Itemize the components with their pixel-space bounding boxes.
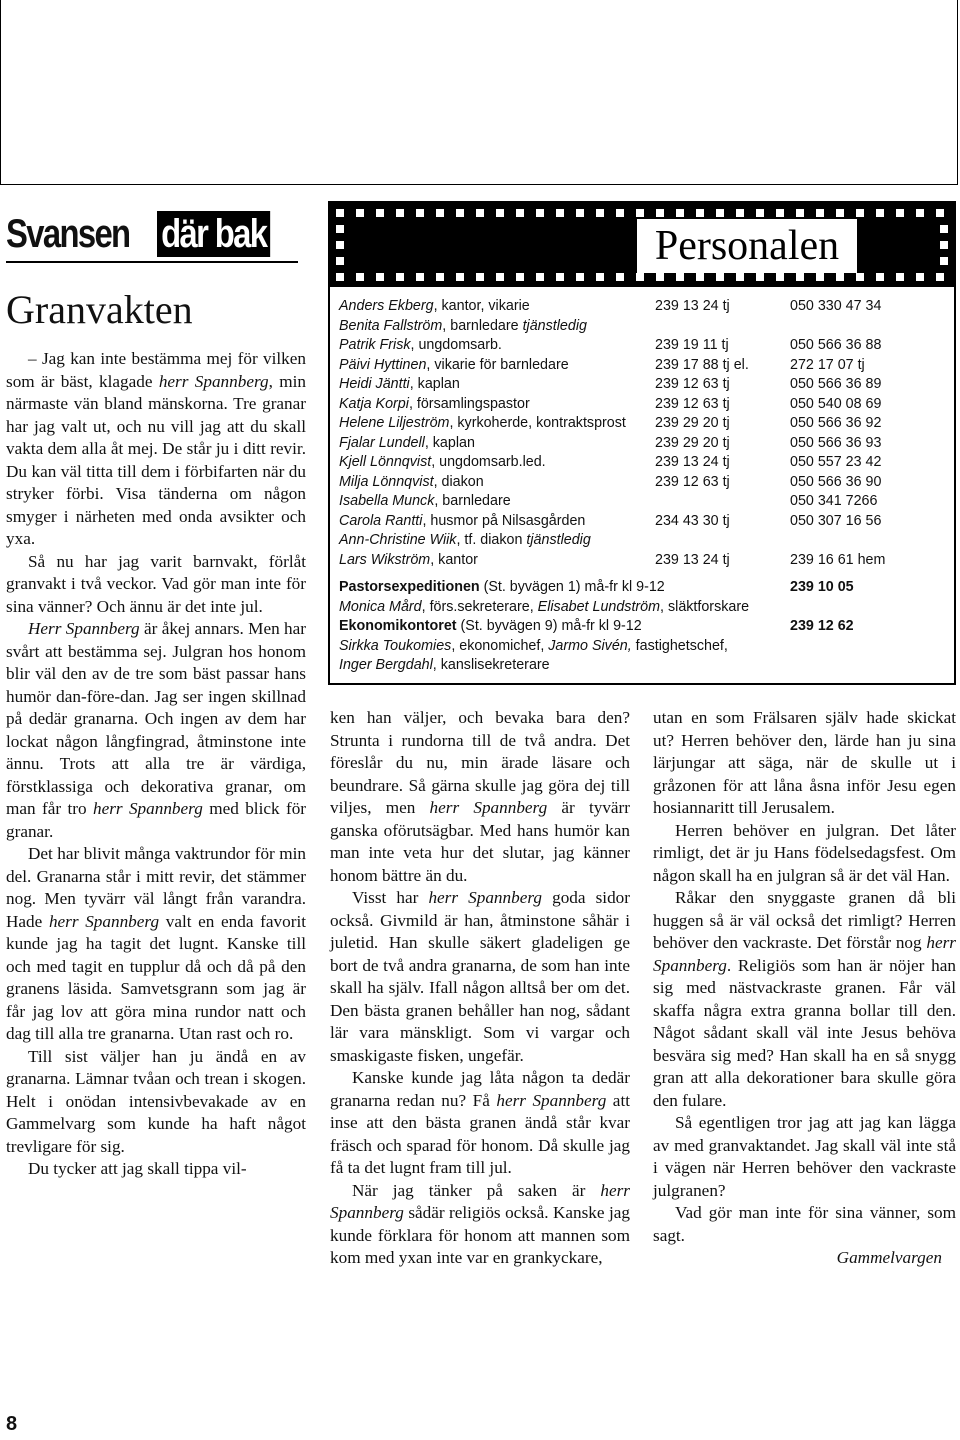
staff-role: , kantor, vikarie xyxy=(433,298,530,314)
perforation-hole xyxy=(416,209,424,217)
staff-name: Sirkka Toukomies xyxy=(339,637,452,654)
staff-phone: 239 12 63 tj xyxy=(655,395,730,412)
staff-phone: 239 12 63 tj xyxy=(655,376,730,392)
staff-row xyxy=(339,551,949,571)
staff-role: , barnledare xyxy=(442,317,523,334)
staff-mobile: 050 330 47 34 xyxy=(790,298,882,314)
staff-phone: 239 17 88 tj el. xyxy=(655,356,749,373)
pastor-office-phone: 239 10 05 xyxy=(790,579,854,595)
paragraph: Så nu har jag varit barnvakt, förlåt granvakt i två veckor. Vad gör man inte för sina vänner? Och ännu är det inte jul. xyxy=(6,551,306,616)
staff-name: Heidi Jäntti xyxy=(339,376,410,392)
staff-row xyxy=(339,356,949,376)
staff-row xyxy=(339,434,949,454)
top-frame xyxy=(0,0,958,185)
perforation-hole xyxy=(356,209,364,217)
perforation-hole xyxy=(876,209,884,217)
perforation-hole xyxy=(576,209,584,217)
perforation-hole xyxy=(696,209,704,217)
staff-role: , ungdomsarb. xyxy=(410,337,502,353)
staff-phone: 239 13 24 tj xyxy=(655,454,730,470)
perforation-hole xyxy=(816,209,824,217)
perforation-hole xyxy=(776,273,784,281)
article-column-1 xyxy=(6,348,306,1181)
perforation-hole xyxy=(436,209,444,217)
paragraph: – Jag kan inte bestämma mej för vilken som är bäst, klagade herr Spannberg, min närmaste vän bland mänskorna. Tre granar har jag valt ut, och nu vill jag att du skall vakta dem alla åt mej. De står ju i ditt revir. Du kan väl titta till dem i förbifarten när du stryker förbi. Visa tänderna om någon smyger i närheten med onda avsikter och yxa. xyxy=(6,349,307,548)
perforation-hole xyxy=(776,209,784,217)
econ-staff-row xyxy=(339,656,949,676)
staff-mobile: 272 17 07 tj xyxy=(790,356,865,373)
paragraph: Visst har herr Spannberg goda sidor också. Givmild är han, åtminstone såhär i juletid. Han skulle säkert gladeligen ge bort de två andra granarna, de som han inte skall ha själv. Ifall någon alltså ber om det. Den bästa granen behåller han nog, sådant lär vara mänskligt. Som vi vargar och smaskigaste fisken, ungefär. xyxy=(330,888,630,1065)
perforation-hole xyxy=(596,273,604,281)
staff-phone: 234 43 30 tj xyxy=(655,512,730,529)
perforation-hole xyxy=(896,273,904,281)
paragraph: Herr Spannberg är åkej annars. Men har svårt att bestämma sej. Julgran hos honom blir väl den av de tre som bäst passar hans humör dan-före-dan. Jag ser ingen skillnad på dedär granarna. Och ingen av dem har lockat någon långfingrad, åtminstone inte ännu. Trots att alla tre är värdiga, förstklassiga och dekorativa granar, om man får tro herr Spannberg med blick för granar. xyxy=(6,619,307,841)
staff-phone: 239 29 20 tj xyxy=(655,415,730,431)
staff-row xyxy=(339,453,949,473)
perforation-hole xyxy=(916,209,924,217)
article-signature: Gammelvargen xyxy=(836,1248,942,1267)
perforation-hole xyxy=(396,273,404,281)
paragraph: Du tycker att jag skall tippa vil- xyxy=(28,1159,247,1178)
econ-office-info: (St. byvägen 9) må-fr kl 9-12 xyxy=(456,618,642,634)
perforation-hole xyxy=(836,273,844,281)
staff-row xyxy=(339,336,949,356)
staff-role: fastighetschef, xyxy=(631,637,728,654)
pastor-office-info: (St. byvägen 1) må-fr kl 9-12 xyxy=(479,579,665,595)
perforation-hole xyxy=(536,273,544,281)
paragraph: Till sist väljer han ju ändå en av granarna. Lämnar tvåan och trean i skogen. Helt i onödan intensivbevakade av en Gammelvarg som kunde ha haft något trevligare för sig. xyxy=(6,1046,306,1156)
staff-phone: 239 19 11 tj xyxy=(655,337,729,353)
staff-name: Päivi Hyttinen xyxy=(339,356,427,373)
staff-name: Anders Ekberg xyxy=(339,298,434,314)
perforation-hole xyxy=(496,273,504,281)
perforation-hole xyxy=(856,273,864,281)
perforation-hole xyxy=(576,273,584,281)
pastor-staff-row xyxy=(339,598,949,618)
staff-role: , förs.sekreterare, xyxy=(421,598,538,615)
staff-note: tjänstledig xyxy=(526,532,591,548)
paragraph: Herren behöver en julgran. Det låter rimligt, det är ju Hans födelsedagsfest. Om någon skall ha en julgran så är det väl Han. xyxy=(653,820,956,885)
staff-row xyxy=(339,317,949,337)
staff-row xyxy=(339,531,949,551)
perforation-hole xyxy=(596,209,604,217)
perforation-hole xyxy=(796,273,804,281)
staff-phone: 239 29 20 tj xyxy=(655,434,730,451)
perforation-hole xyxy=(896,209,904,217)
staff-role: , kanslisekreterare xyxy=(432,657,550,673)
perforation-hole xyxy=(376,273,384,281)
staff-box xyxy=(328,201,956,685)
paragraph: Det har blivit många vaktrundor för min del. Granarna står i mitt revir, det stämmer nog. Men tyvärr väl långt från varandra. Hade herr Spannberg valt en enda favorit kunde jag ha tagit det lugnt. Kanske till och med tagit en tupplur då och då på den granens läsida. Samvetsgrann som jag är får jag lov att göra mina rundor natt och dag till alla tre granarna. Utan rast och ro. xyxy=(6,844,306,1043)
page-number: 8 xyxy=(6,1413,18,1435)
paragraph: Råkar den snyggaste granen då bli huggen så är väl också det rimligt? Herren behöver den vackraste. Det förstår nog herr Spannberg. Religiös som han är nöjer han sig med nästvackraste granen. Får väl skaffa några extra granna bollar till den. Något sådant skall väl inte Jesus behöva besvära sig med? Han skall ha en så snygg gran att alla dekorationer bara skulle göra den fulare. xyxy=(653,888,956,1110)
perforation-hole xyxy=(736,209,744,217)
staff-row xyxy=(339,414,949,434)
article-column-2 xyxy=(330,707,630,1270)
staff-name: Fjalar Lundell xyxy=(339,434,425,451)
masthead-part1: Svansen xyxy=(6,212,130,256)
staff-mobile: 050 566 36 90 xyxy=(790,473,882,490)
perforation-hole xyxy=(796,209,804,217)
paragraph: Vad gör man inte för sina vänner, som sagt. xyxy=(653,1203,956,1245)
pastor-office-label: Pastorsexpeditionen xyxy=(339,579,480,595)
staff-row xyxy=(339,492,949,512)
perforation-hole xyxy=(676,209,684,217)
staff-role: , kaplan xyxy=(409,376,460,392)
perforation-hole xyxy=(756,209,764,217)
masthead-part2: där bak xyxy=(157,211,270,257)
staff-mobile: 050 540 08 69 xyxy=(790,395,882,412)
staff-mobile: 050 341 7266 xyxy=(790,493,878,509)
perforation-hole xyxy=(836,209,844,217)
perforation-hole xyxy=(856,209,864,217)
perforation-hole xyxy=(496,209,504,217)
staff-title: Personalen xyxy=(637,219,857,273)
staff-phone: 239 13 24 tj xyxy=(655,298,730,314)
staff-members xyxy=(339,297,949,570)
staff-mobile: 050 566 36 89 xyxy=(790,376,882,392)
perforation-hole xyxy=(936,209,944,217)
staff-role: , släktforskare xyxy=(660,598,750,615)
perforation-hole xyxy=(876,273,884,281)
staff-role: , vikarie för barnledare xyxy=(426,356,569,373)
staff-mobile: 050 557 23 42 xyxy=(790,454,882,470)
perforation-hole xyxy=(516,209,524,217)
staff-role: , kyrkoherde, kontraktsprost xyxy=(449,415,626,431)
perforation-hole xyxy=(636,209,644,217)
staff-name: Helene Liljeström xyxy=(339,415,450,431)
staff-role: , tf. diakon xyxy=(456,532,527,548)
perforation-hole xyxy=(616,273,624,281)
perforation-hole xyxy=(736,273,744,281)
perforation-hole xyxy=(536,209,544,217)
paragraph: När jag tänker på saken är herr Spannberg sådär religiös också. Kanske jag kunde förklara för honom att mannen som kom med yxan inte var en grankyckare, xyxy=(330,1180,630,1267)
perforation-hole xyxy=(456,273,464,281)
staff-name: Monica Mård xyxy=(339,598,422,615)
staff-name: Isabella Munck xyxy=(339,493,435,509)
staff-role: , diakon xyxy=(433,473,484,490)
perforation-hole xyxy=(416,273,424,281)
staff-list xyxy=(339,297,949,676)
staff-role: , kantor xyxy=(430,551,478,568)
perforation-hole xyxy=(656,209,664,217)
econ-staff-row xyxy=(339,637,949,657)
perforation-hole xyxy=(356,273,364,281)
perforation-hole xyxy=(396,209,404,217)
staff-mobile: 050 566 36 93 xyxy=(790,434,882,451)
paragraph: utan en som Frälsaren själv hade skickat ut? Herren behöver den, lärde han ju sina lärjungar att säga, när de skulle ut i gråzonen för att låna åsna inför Jesu egen hosiannaritt till Jerusalem. xyxy=(653,708,956,817)
staff-name: Ann-Christine Wiik xyxy=(339,532,457,548)
staff-mobile: 050 307 16 56 xyxy=(790,512,882,529)
perforation-hole xyxy=(476,273,484,281)
staff-row xyxy=(339,297,949,317)
perforation-hole xyxy=(616,209,624,217)
staff-phone: 239 13 24 tj xyxy=(655,551,730,568)
staff-name: Milja Lönnqvist xyxy=(339,473,434,490)
perforation-hole xyxy=(676,273,684,281)
staff-name: Patrik Frisk xyxy=(339,337,411,353)
column-masthead xyxy=(6,211,298,263)
staff-row xyxy=(339,473,949,493)
staff-role: , ekonomichef, xyxy=(451,637,549,654)
perforation-hole xyxy=(696,273,704,281)
paragraph: ken han väljer, och bevaka bara den? Strunta i rundorna till de två andra. Det föreslår du nu, min ärade läsare och beundrare. Så gärna skulle jag göra dej till viljes, men herr Spannberg är tyvärr ganska oförutsägbar. Med hans humör kan man inte veta hur det slutar, jag känner honom bättre än du. xyxy=(330,708,630,885)
perforation-hole xyxy=(936,273,944,281)
staff-name: Katja Korpi xyxy=(339,395,409,412)
staff-name: Inger Bergdahl xyxy=(339,657,433,673)
staff-name: Lars Wikström xyxy=(339,551,431,568)
perforation-hole xyxy=(816,273,824,281)
perforation-hole xyxy=(656,273,664,281)
staff-role: , ungdomsarb.led. xyxy=(431,454,546,470)
staff-name: Carola Rantti xyxy=(339,512,423,529)
perforation-hole xyxy=(636,273,644,281)
perforation-hole xyxy=(716,273,724,281)
staff-name: Jarmo Sivén, xyxy=(548,637,632,654)
staff-mobile: 050 566 36 92 xyxy=(790,415,882,431)
staff-name: Benita Fallström xyxy=(339,317,443,334)
staff-row xyxy=(339,375,949,395)
perforation-hole xyxy=(336,273,344,281)
staff-mobile: 239 16 61 hem xyxy=(790,551,886,568)
staff-role: , barnledare xyxy=(434,493,511,509)
perforation-hole xyxy=(336,209,344,217)
econ-office-label: Ekonomikontoret xyxy=(339,618,457,634)
perforation-hole xyxy=(436,273,444,281)
staff-phone: 239 12 63 tj xyxy=(655,473,730,490)
econ-office-row xyxy=(339,617,949,637)
perforation-hole xyxy=(456,209,464,217)
perforation-hole xyxy=(556,273,564,281)
staff-role: , husmor på Nilsasgården xyxy=(422,512,586,529)
staff-name: Elisabet Lundström xyxy=(537,598,661,615)
staff-name: Kjell Lönnqvist xyxy=(339,454,432,470)
staff-role: , församlingspastor xyxy=(408,395,530,412)
staff-header xyxy=(330,203,954,287)
staff-note: tjänstledig xyxy=(522,317,587,334)
article-column-3 xyxy=(653,707,956,1270)
paragraph: Så egentligen tror jag att jag kan lägga av med granvaktandet. Jag skall väl inte stå i vägen när Herren behöver den vackraste julgranen? xyxy=(653,1113,956,1200)
pastor-office-row xyxy=(339,578,949,598)
perforation-hole xyxy=(556,209,564,217)
perforation-hole xyxy=(916,273,924,281)
perforation-hole xyxy=(376,209,384,217)
perforation-hole xyxy=(516,273,524,281)
perforation-hole xyxy=(716,209,724,217)
article-headline: Granvakten xyxy=(6,287,193,332)
perforation-hole xyxy=(756,273,764,281)
staff-row xyxy=(339,395,949,415)
paragraph: Kanske kunde jag låta någon ta dedär granarna redan nu? Få herr Spannberg att inse att den bästa granen ändå står kvar fräsch och sparad för honom. Då skulle jag få ta det lugnt fram till jul. xyxy=(330,1068,630,1177)
staff-role: , kaplan xyxy=(424,434,475,451)
perforation-hole xyxy=(476,209,484,217)
econ-office-phone: 239 12 62 xyxy=(790,618,854,634)
staff-row xyxy=(339,512,949,532)
staff-mobile: 050 566 36 88 xyxy=(790,337,882,353)
